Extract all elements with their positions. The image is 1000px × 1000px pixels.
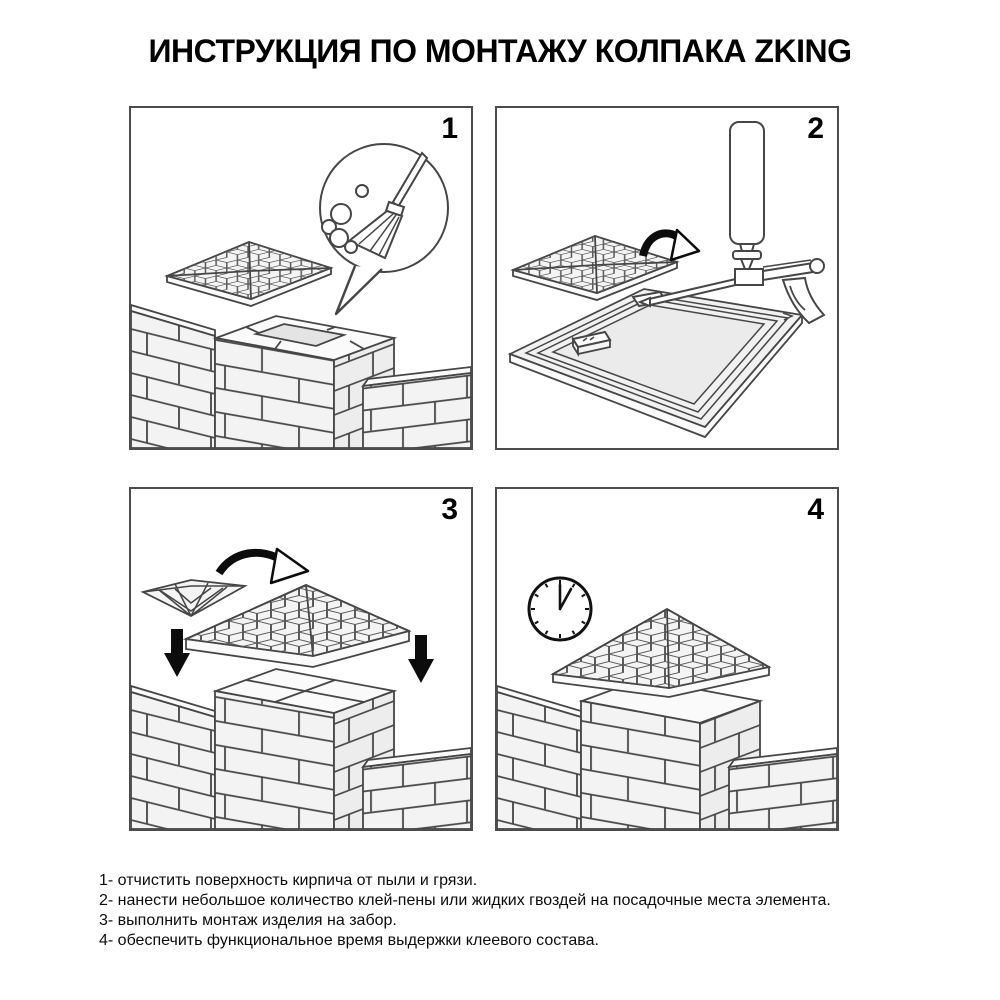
panel-1 [129,106,473,450]
down-arrow-icon-left [164,629,190,677]
panel-2 [495,106,839,450]
cap-underside [510,289,802,437]
brick-wall-right [363,367,471,448]
step-item-3: 3- выполнить монтаж изделия на забор. [99,912,397,929]
panel-3-illustration [131,489,471,829]
down-arrow-icon-right [408,635,434,683]
brick-wall-right [729,748,837,829]
step-item-2: 2- нанести небольшое количество клей-пены или жидких гвоздей на посадочные места элемента. [99,892,831,909]
panel-3-number: 3 [441,493,458,526]
page-title: ИНСТРУКЦИЯ ПО МОНТАЖУ КОЛПАКА ZKING [148,33,852,69]
panel-2-number: 2 [807,112,824,145]
flip-arrow-icon [219,549,308,583]
panel-4 [495,487,839,831]
panel-3 [129,487,473,831]
panel-2-illustration [497,108,837,448]
step-item-1: 1- отчистить поверхность кирпича от пыли и грязи. [99,872,478,889]
cap-top-view [167,242,331,306]
panel-1-number: 1 [441,112,458,145]
brick-wall-left [131,686,215,829]
steps-list [99,871,831,951]
panel-4-number: 4 [807,493,824,526]
brick-wall-right [363,748,471,829]
brick-wall-left [497,686,581,829]
step-item-4: 4- обеспечить функциональное время выдержки клеевого состава. [99,932,599,949]
cap-upside-down-small [143,580,245,616]
adhesive-canister [730,122,764,244]
panel-1-illustration [131,108,471,448]
brick-wall-left [131,305,215,448]
panel-4-illustration [497,489,837,829]
clock-icon [529,578,591,640]
